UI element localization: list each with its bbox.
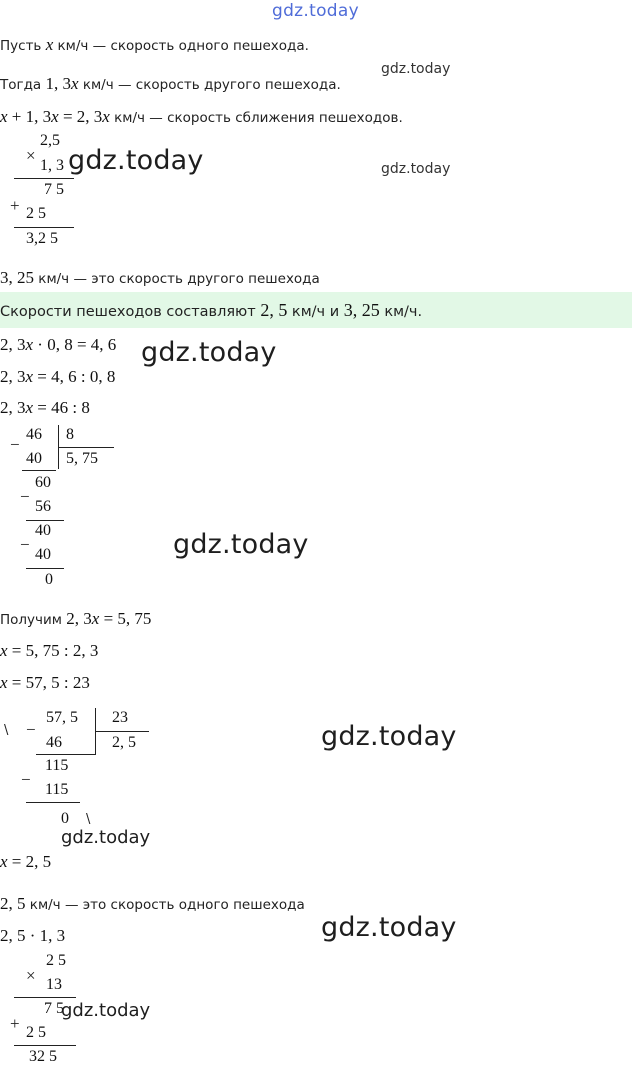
math: · 0, 8 = 4, 6 <box>33 335 117 354</box>
site-logo: gdz.today <box>272 1 359 21</box>
solution-line-1 <box>0 35 309 55</box>
math: 3, 25 <box>0 268 34 287</box>
multiplier: 13 <box>46 976 62 993</box>
subtrahend: 40 <box>35 546 51 563</box>
product: 32 5 <box>29 1048 57 1065</box>
multiplicand: 2,5 <box>40 132 60 149</box>
minus-sign: − <box>21 770 31 789</box>
partial-product: 7 5 <box>44 181 64 198</box>
remainder: 0 <box>45 571 53 588</box>
remainder: 40 <box>35 522 51 539</box>
watermark: gdz.today <box>381 61 451 77</box>
text: Тогда <box>0 77 46 93</box>
rule <box>14 997 76 998</box>
solution-line-3 <box>0 107 403 127</box>
solution-line-12 <box>0 852 51 872</box>
math: 2, 5 <box>260 300 288 320</box>
text: км/ч — скорость другого пешехода. <box>78 77 341 93</box>
text: Получим <box>0 612 67 628</box>
multiplier: 1, 3 <box>40 157 64 174</box>
math: x <box>91 609 100 628</box>
rule <box>36 754 96 755</box>
text: км/ч — это скорость одного пешехода <box>25 897 305 913</box>
partial-product: 2 5 <box>26 205 46 222</box>
minus-sign: − <box>26 720 36 739</box>
math: 2, 3 <box>0 335 26 354</box>
solution-line-2 <box>0 74 341 94</box>
remainder: 60 <box>35 474 51 491</box>
math: 3, 25 <box>343 300 380 320</box>
math: x <box>25 335 34 354</box>
divisor: 23 <box>112 709 128 726</box>
math: = 5, 75 <box>99 609 152 628</box>
remainder: 0 <box>61 810 69 827</box>
multiply-sign: × <box>26 966 36 985</box>
text: Пусть <box>0 38 46 54</box>
solution-line-6 <box>0 335 116 355</box>
math: = 4, 6 : 0, 8 <box>33 367 116 386</box>
solution-line-8 <box>0 398 90 418</box>
solution-line-10 <box>0 641 98 661</box>
subtrahend: 40 <box>26 450 42 467</box>
product: 3,2 5 <box>26 230 58 247</box>
quotient: 2, 5 <box>112 734 136 751</box>
divisor: 8 <box>66 426 74 443</box>
text: км/ч — это скорость другого пешехода <box>34 271 320 287</box>
math: = 2, 5 <box>7 852 52 871</box>
stray-mark: \ <box>4 723 9 738</box>
rule <box>14 227 74 228</box>
math: x <box>45 35 54 54</box>
plus-sign: + <box>10 196 20 215</box>
plus-sign: + <box>10 1014 20 1033</box>
minus-sign: − <box>10 435 20 454</box>
quotient: 5, 75 <box>66 450 98 467</box>
subtrahend: 46 <box>46 734 62 751</box>
subtrahend: 56 <box>35 498 51 515</box>
multiply-sign: × <box>26 146 36 165</box>
watermark: gdz.today <box>321 721 457 752</box>
math: x <box>0 852 8 871</box>
math: 2, 3 <box>0 367 26 386</box>
multiplicand: 2 5 <box>46 952 66 969</box>
rule <box>14 1045 76 1046</box>
math: x <box>0 641 8 660</box>
text: Скорости пешеходов составляют <box>0 304 261 320</box>
rule <box>58 447 114 448</box>
rule <box>14 178 74 179</box>
minus-sign: − <box>20 535 30 554</box>
math: 1, 3 <box>45 74 71 93</box>
text: км/ч — скорость одного пешехода. <box>53 38 309 54</box>
watermark: gdz.today <box>68 145 204 176</box>
subtrahend: 115 <box>45 781 69 798</box>
math: = 5, 75 : 2, 3 <box>7 641 99 660</box>
math: + 1, 3 <box>7 107 52 126</box>
math: x <box>51 107 59 126</box>
watermark: gdz.today <box>381 161 451 177</box>
solution-line-9 <box>0 609 151 629</box>
watermark: gdz.today <box>321 912 457 943</box>
math: = 57, 5 : 23 <box>7 673 90 692</box>
remainder: 115 <box>45 757 69 774</box>
watermark: gdz.today <box>141 337 277 368</box>
partial-product: 2 5 <box>26 1024 46 1041</box>
rule <box>95 731 149 732</box>
solution-line-14 <box>0 926 65 946</box>
math: x <box>0 673 8 692</box>
math: x <box>0 107 8 126</box>
math: 2, 5 <box>0 894 26 913</box>
math: x <box>25 398 34 417</box>
dividend: 46 <box>26 426 42 443</box>
rule <box>26 520 64 521</box>
partial-product: 7 5 <box>44 1000 64 1017</box>
solution-line-4 <box>0 268 320 288</box>
math: 2, 5 · 1, 3 <box>0 926 66 945</box>
text: км/ч — скорость сближения пешеходов. <box>109 110 403 126</box>
math: 2, 3 <box>0 398 26 417</box>
minus-sign: − <box>20 487 30 506</box>
rule <box>26 568 64 569</box>
dividend: 57, 5 <box>46 709 78 726</box>
watermark: gdz.today <box>61 1000 151 1021</box>
solution-line-7 <box>0 367 115 387</box>
solution-line-11 <box>0 673 90 693</box>
text: км/ч. <box>379 304 423 320</box>
math: = 46 : 8 <box>33 398 90 417</box>
math: = 2, 3 <box>58 107 103 126</box>
solution-line-13 <box>0 894 305 914</box>
watermark: gdz.today <box>61 827 151 848</box>
rule <box>26 802 80 803</box>
rule <box>22 470 56 471</box>
text: км/ч и <box>287 304 344 320</box>
math: x <box>25 367 34 386</box>
math: x <box>71 74 79 93</box>
math: x <box>102 107 110 126</box>
answer-line <box>0 300 422 321</box>
watermark: gdz.today <box>173 529 309 560</box>
stray-mark: \ <box>86 812 91 827</box>
math: 2, 3 <box>66 609 92 628</box>
